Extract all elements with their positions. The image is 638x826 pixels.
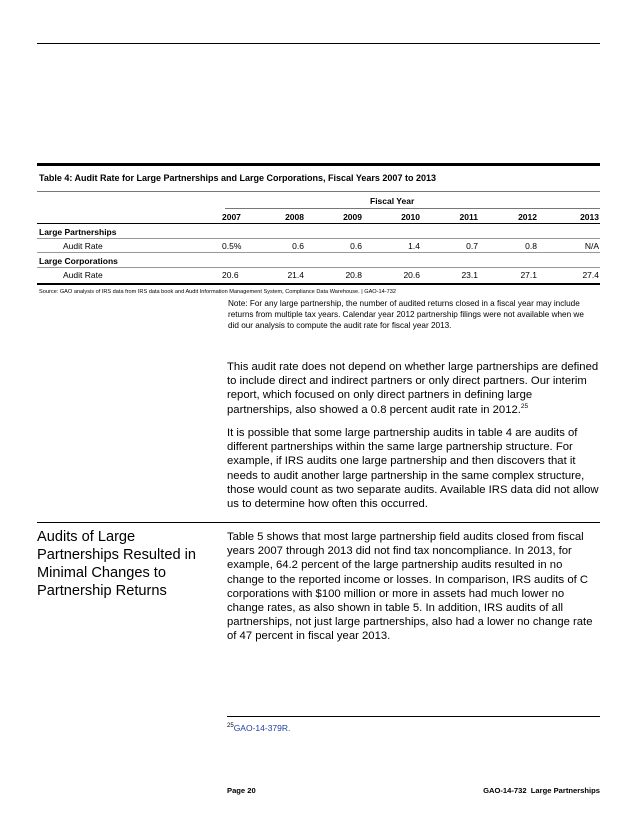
table-top-rule xyxy=(37,163,600,166)
footnote-ref[interactable]: 25 xyxy=(520,402,529,410)
table-cell: 0.7 xyxy=(466,241,478,251)
table-cell: 1.4 xyxy=(408,241,420,251)
table-cell: 27.1 xyxy=(520,270,537,280)
header-rule xyxy=(37,223,600,224)
group-label-partnerships: Large Partnerships xyxy=(39,227,117,237)
top-rule xyxy=(37,43,600,44)
table-title-rule xyxy=(37,191,600,192)
year-header: 2011 xyxy=(459,212,478,222)
footnote-rule xyxy=(227,716,600,717)
table-cell: 23.1 xyxy=(461,270,478,280)
year-header: 2009 xyxy=(343,212,362,222)
page-number: Page 20 xyxy=(227,786,256,795)
footnote-number: 25 xyxy=(227,723,234,730)
row-label: Audit Rate xyxy=(63,270,103,280)
fiscal-year-rule xyxy=(225,208,600,209)
report-id: GAO-14-732 Large Partnerships xyxy=(483,786,600,795)
table-cell: 27.4 xyxy=(582,270,599,280)
row-rule xyxy=(37,238,600,239)
paragraph-structure: It is possible that some large partnership audits in table 4 are audits of different partnerships within the same large partnership structure. For example, if IRS audits one large partnership and then discovers that it needs to audit another large partnership in the same complex structure, those would count as two separate audits. Available IRS data did not allow us to determine how often this occurred. xyxy=(227,427,599,511)
footnote xyxy=(227,723,290,733)
table-cell: 0.8 xyxy=(525,241,537,251)
side-heading: Audits of Large Partnerships Resulted in Minimal Changes to Partnership Returns xyxy=(37,529,196,599)
table-note: Note: For any large partnership, the number of audited returns closed in a fiscal year may include returns from multiple tax years. Calendar year 2012 partnership filings were not available when we did our analysis to compute the audit rate for fiscal year 2013. xyxy=(228,299,584,330)
table-title: Table 4: Audit Rate for Large Partnerships and Large Corporations, Fiscal Years 2007 to 2013 xyxy=(39,173,436,183)
table-source: Source: GAO analysis of IRS data from IRS data book and Audit Information Management System, Compliance Data Warehouse. | GAO-14-732 xyxy=(39,289,396,295)
table-cell: 20.6 xyxy=(222,270,239,280)
paragraph-text: This audit rate does not depend on whether large partnerships are defined to include direct and indirect partners or only direct partners. Our interim report, which focused on only direct partners in defining large partnerships, also showed a 0.8 percent audit rate in 2012. xyxy=(227,361,599,416)
row-label: Audit Rate xyxy=(63,241,103,251)
table-cell: 0.6 xyxy=(292,241,304,251)
table-cell: 20.6 xyxy=(403,270,420,280)
section-rule xyxy=(37,522,600,523)
year-header: 2010 xyxy=(401,212,420,222)
table-cell: N/A xyxy=(584,241,599,251)
row-rule xyxy=(37,267,600,268)
year-header: 2007 xyxy=(222,212,241,222)
paragraph-table5: Table 5 shows that most large partnership field audits closed from fiscal years 2007 through 2013 did not find tax noncompliance. In 2013, for example, 64.2 percent of the large partnership audits resulted in no change to the reported income or losses. In comparison, IRS audits of C corporations with $100 million or more in assets had much lower no change rates, as also shown in table 5. In addition, IRS audits of all partnerships, not just large partnerships, also had a lower no change rate of 47 percent in fiscal year 2013. xyxy=(227,531,593,643)
table-cell: 0.5% xyxy=(222,241,242,251)
year-header: 2013 xyxy=(580,212,599,222)
table-cell: 20.8 xyxy=(345,270,362,280)
group-label-corporations: Large Corporations xyxy=(39,256,118,266)
fiscal-year-header: Fiscal Year xyxy=(370,196,415,206)
paragraph-audit-rate xyxy=(227,360,600,417)
year-header: 2008 xyxy=(285,212,304,222)
table-bottom-rule xyxy=(37,283,600,285)
year-header: 2012 xyxy=(518,212,537,222)
footnote-link[interactable]: GAO-14-379R. xyxy=(233,723,291,733)
table-cell: 0.6 xyxy=(350,241,362,251)
table-cell: 21.4 xyxy=(287,270,304,280)
row-rule xyxy=(37,252,600,253)
